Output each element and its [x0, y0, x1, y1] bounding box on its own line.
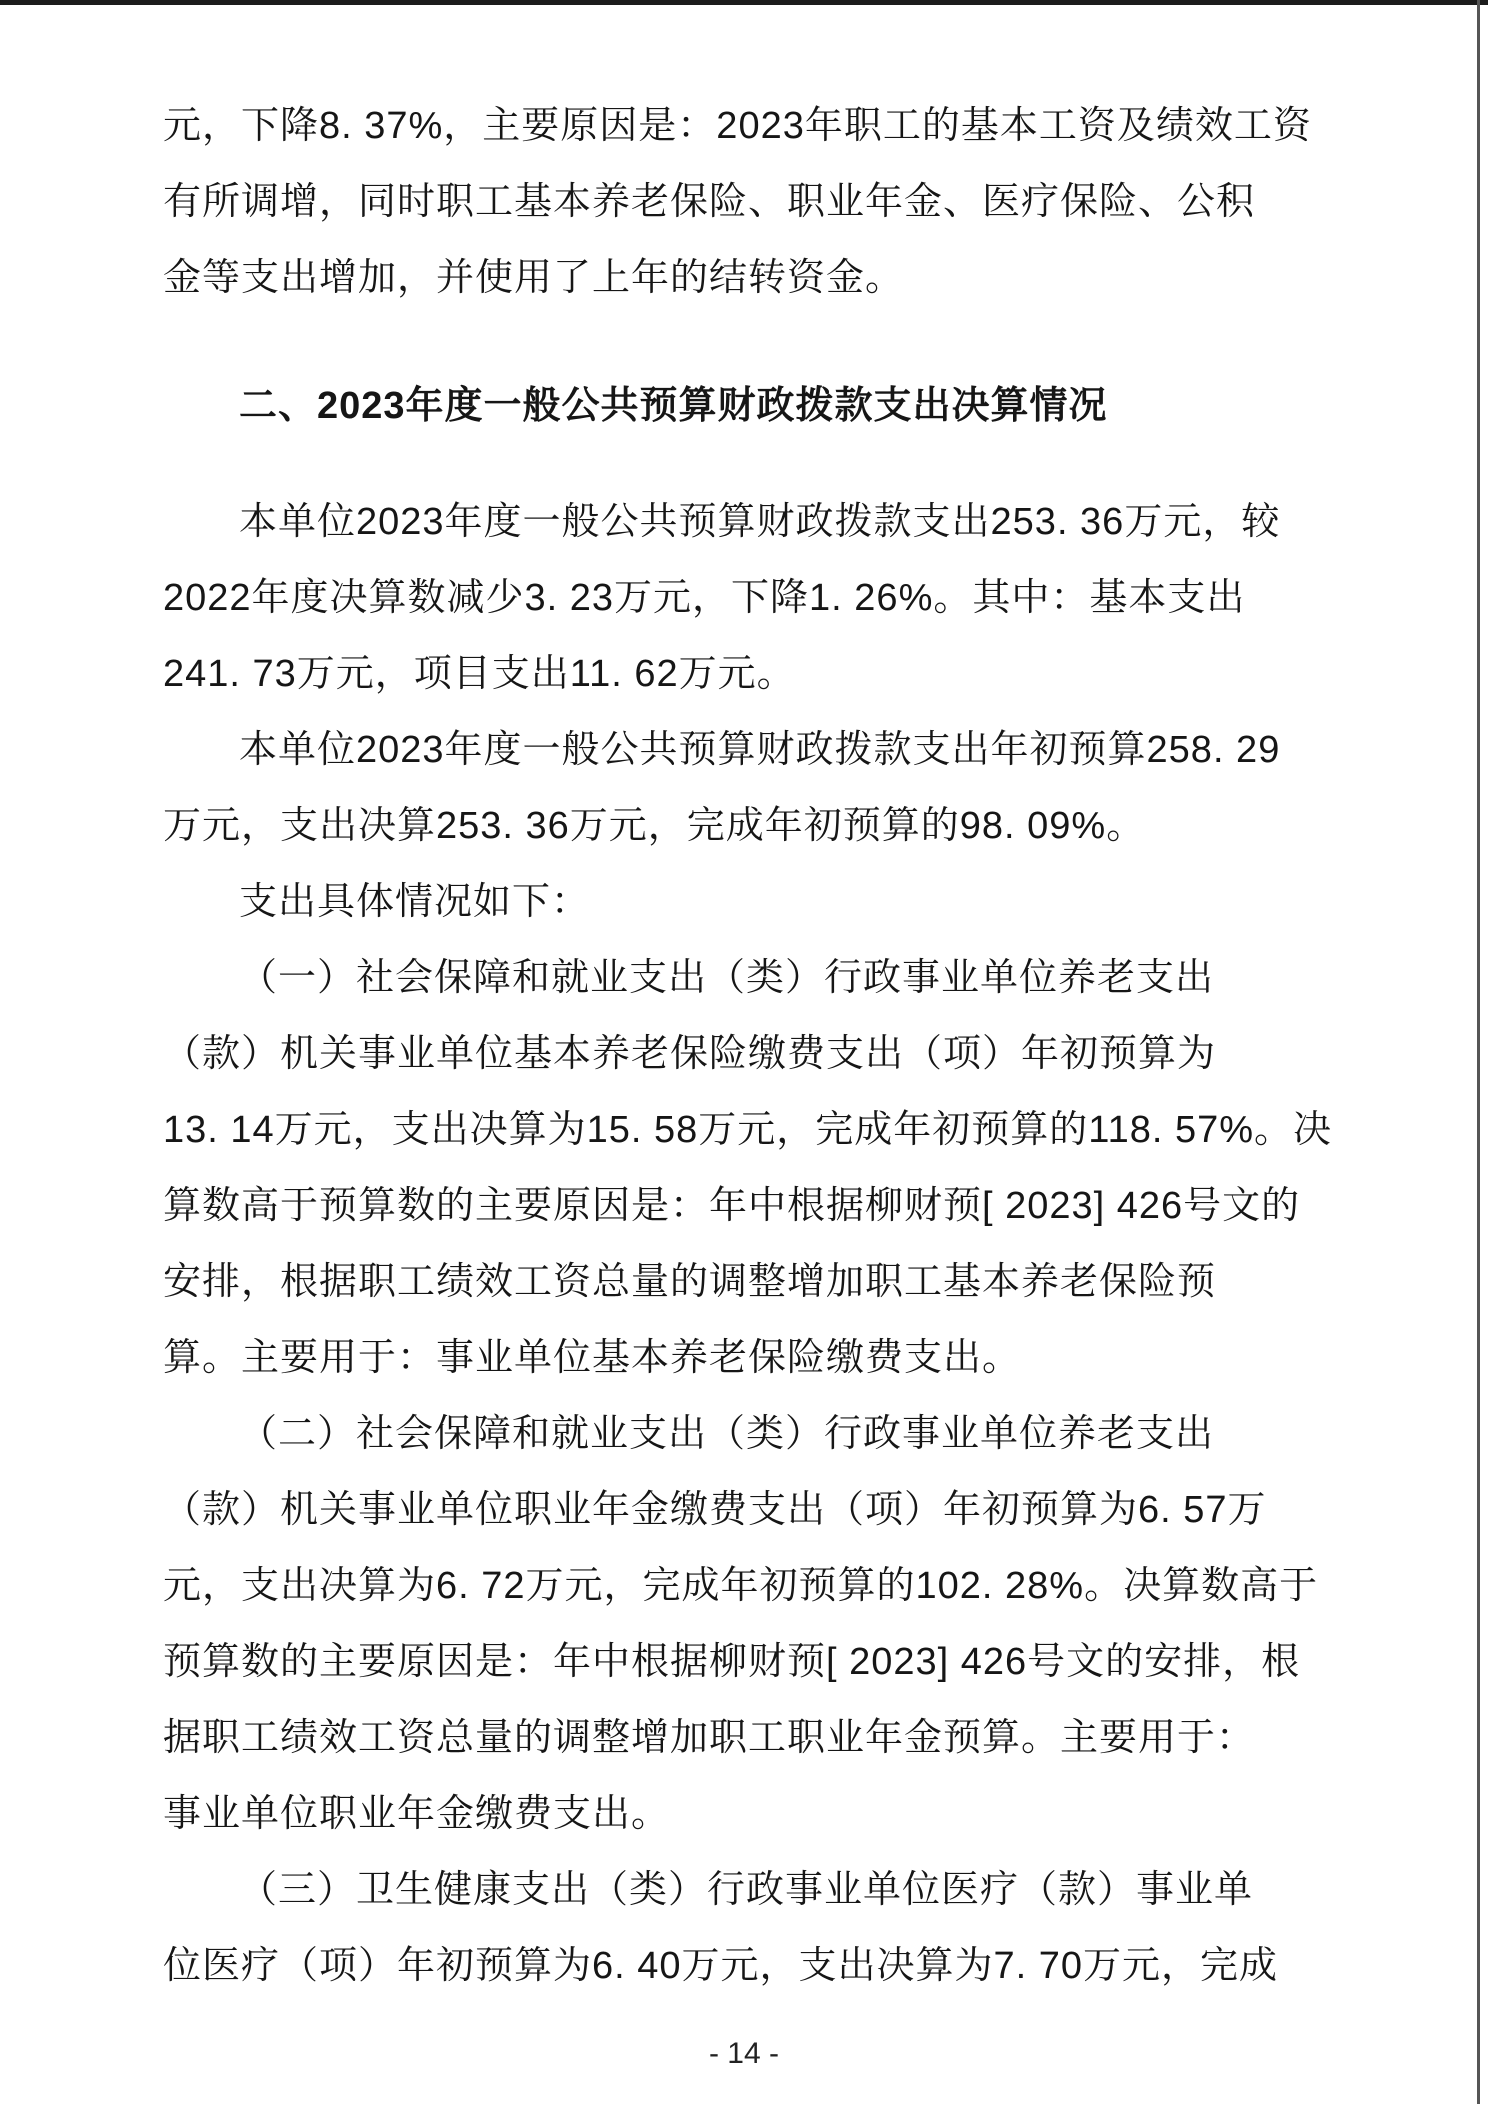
text-line: 安排，根据职工绩效工资总量的调整增加职工基本养老保险预	[163, 1261, 1217, 1303]
text-line: 13. 14万元，支出决算为15. 58万元，完成年初预算的118. 57%。决	[163, 1109, 1333, 1151]
text-line: 本单位2023年度一般公共预算财政拨款支出253. 36万元，较	[239, 501, 1281, 543]
text-line: （款）机关事业单位基本养老保险缴费支出（项）年初预算为	[163, 1033, 1217, 1075]
section-heading: 二、2023年度一般公共预算财政拨款支出决算情况	[239, 385, 1108, 427]
text-line: （款）机关事业单位职业年金缴费支出（项）年初预算为6. 57万	[163, 1489, 1267, 1531]
text-line: 据职工绩效工资总量的调整增加职工职业年金预算。主要用于：	[163, 1717, 1256, 1759]
text-line: 元，下降8. 37%，主要原因是：2023年职工的基本工资及绩效工资	[163, 105, 1312, 147]
page-number: - 14 -	[708, 2037, 780, 2070]
text-line: 2022年度决算数减少3. 23万元，下降1. 26%。其中：基本支出	[163, 577, 1246, 619]
text-line: 金等支出增加，并使用了上年的结转资金。	[163, 257, 905, 299]
scan-edge-top	[0, 0, 1488, 5]
text-line: （二）社会保障和就业支出（类）行政事业单位养老支出	[239, 1413, 1215, 1455]
text-line: 万元，支出决算253. 36万元，完成年初预算的98. 09%。	[163, 805, 1146, 847]
text-line: 有所调增，同时职工基本养老保险、职业年金、医疗保险、公积	[163, 181, 1256, 223]
text-line: 事业单位职业年金缴费支出。	[163, 1793, 671, 1835]
text-line: 支出具体情况如下：	[239, 881, 591, 923]
document-body	[163, 88, 1333, 2004]
text-line: 算。主要用于：事业单位基本养老保险缴费支出。	[163, 1337, 1022, 1379]
text-line: 预算数的主要原因是：年中根据柳财预[ 2023] 426号文的安排，根	[163, 1641, 1301, 1683]
text-line: （一）社会保障和就业支出（类）行政事业单位养老支出	[239, 957, 1215, 999]
text-line: 元，支出决算为6. 72万元，完成年初预算的102. 28%。决算数高于	[163, 1565, 1319, 1607]
text-line: （三）卫生健康支出（类）行政事业单位医疗（款）事业单	[239, 1869, 1254, 1911]
text-line: 位医疗（项）年初预算为6. 40万元，支出决算为7. 70万元，完成	[163, 1945, 1279, 1987]
scan-edge-right	[1477, 0, 1480, 2104]
text-line: 算数高于预算数的主要原因是：年中根据柳财预[ 2023] 426号文的	[163, 1185, 1301, 1227]
text-line: 241. 73万元，项目支出11. 62万元。	[163, 653, 796, 695]
text-line: 本单位2023年度一般公共预算财政拨款支出年初预算258. 29	[239, 729, 1281, 771]
